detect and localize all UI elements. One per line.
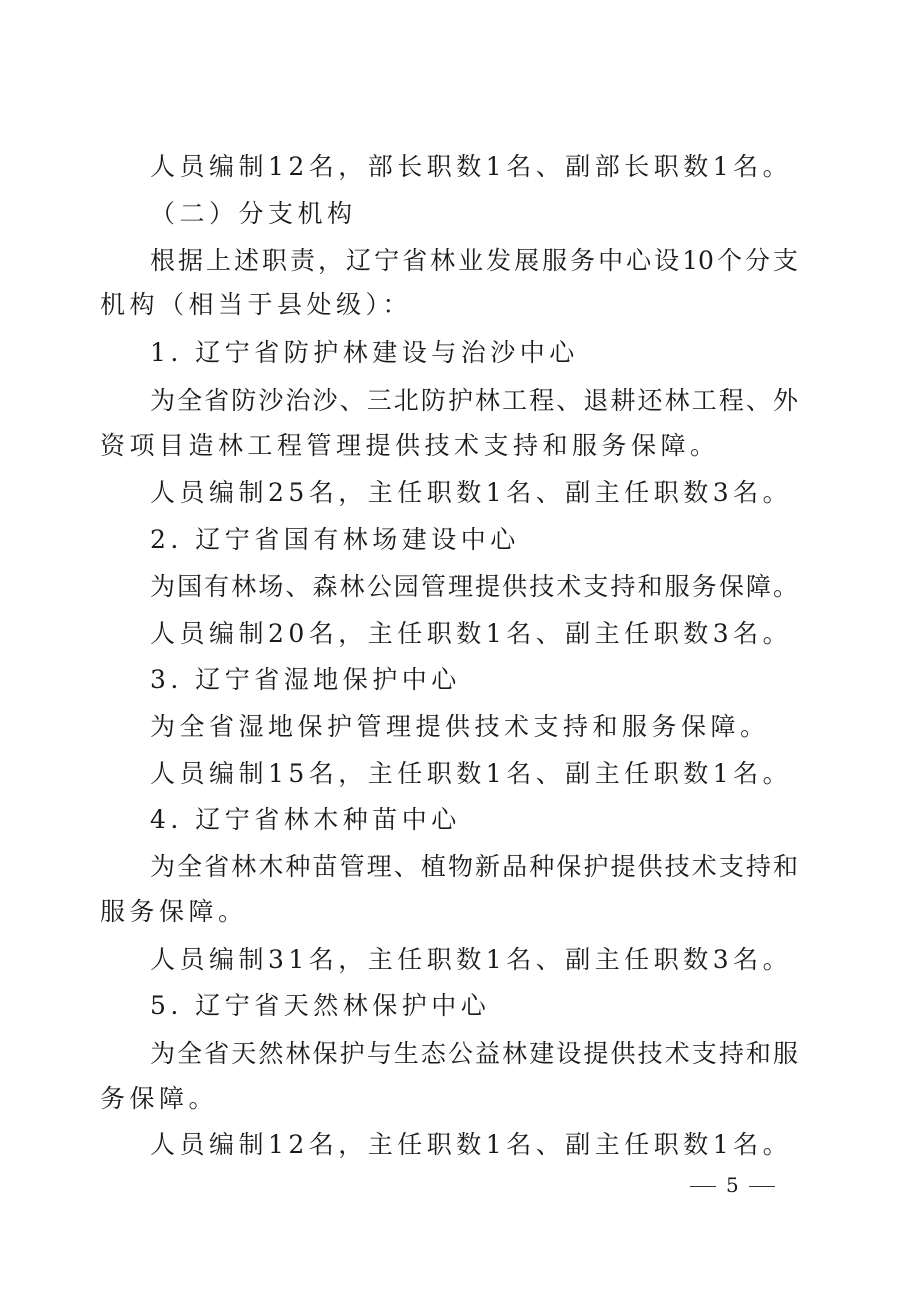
staffing-line-dept: 人员编制12名，部长职数1名、副部长职数1名。 <box>150 152 793 181</box>
branch-heading-2: 2. 辽宁省国有林场建设中心 <box>150 525 520 554</box>
page-number-value: 5 <box>726 1173 739 1197</box>
staffing-line-1: 人员编制25名，主任职数1名、副主任职数3名。 <box>150 478 793 507</box>
branch-heading-3: 3. 辽宁省湿地保护中心 <box>150 665 461 694</box>
page-number <box>680 1170 785 1200</box>
branch-heading-5: 5. 辽宁省天然林保护中心 <box>150 991 491 1020</box>
page-number-dash-right <box>749 1186 775 1187</box>
branch-heading-1: 1. 辽宁省防护林建设与治沙中心 <box>150 338 579 367</box>
paragraph-line: 机构（相当于县处级）： <box>100 290 413 319</box>
paragraph-line: 为全省防沙治沙、三北防护林工程、退耕还林工程、外 <box>150 386 798 415</box>
staffing-line-3: 人员编制15名，主任职数1名、副主任职数1名。 <box>150 759 793 788</box>
paragraph-line: 资项目造林工程管理提供技术支持和服务保障。 <box>100 431 720 460</box>
paragraph-line: 服务保障。 <box>100 897 248 926</box>
paragraph-line: 根据上述职责，辽宁省林业发展服务中心设10个分支 <box>150 246 798 275</box>
branch-heading-4: 4. 辽宁省林木种苗中心 <box>150 805 461 834</box>
staffing-line-5: 人员编制12名，主任职数1名、副主任职数1名。 <box>150 1130 793 1159</box>
staffing-line-2: 人员编制20名，主任职数1名、副主任职数3名。 <box>150 619 793 648</box>
paragraph-line: 为全省湿地保护管理提供技术支持和服务保障。 <box>150 712 770 741</box>
paragraph-line: 务保障。 <box>100 1084 219 1113</box>
paragraph-line: 为国有林场、森林公园管理提供技术支持和服务保障。 <box>150 572 798 601</box>
staffing-line-4: 人员编制31名，主任职数1名、副主任职数3名。 <box>150 945 793 974</box>
page-number-dash-left <box>690 1186 716 1187</box>
section-heading-branches: （二）分支机构 <box>150 199 357 228</box>
paragraph-line: 为全省天然林保护与生态公益林建设提供技术支持和服 <box>150 1039 798 1068</box>
paragraph-line: 为全省林木种苗管理、植物新品种保护提供技术支持和 <box>150 852 798 881</box>
